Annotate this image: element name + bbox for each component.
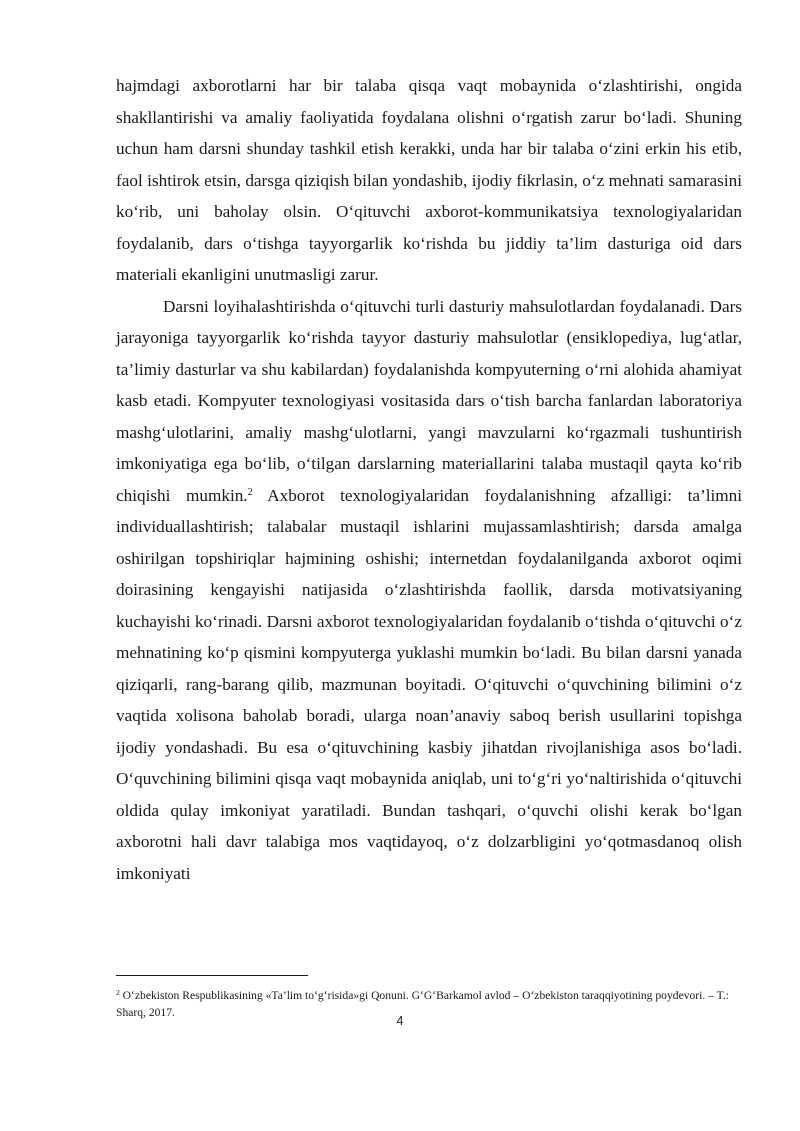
paragraph-2-text-a: Darsni loyihalashtirishda o‘qituvchi turli dasturiy mahsulotlardan foydalanadi. Dars jarayoniga tayyorgarlik ko‘rishda tayyor dasturiy mahsulotlar (ensiklopediya, lug‘atlar, ta’limiy dasturlar va shu kabilardan) foydalanishda kompyuterning o‘rni alohida ahamiyat kasb etadi. Kompyuter texnologiyasi vositasida dars o‘tish barcha fanlardan laboratoriya mashg‘ulotlarini, amaliy mashg‘ulotlarni, yangi mavzularni ko‘rgazmali tushuntirish imkoniyatiga ega bo‘lib, o‘tilgan darslarning materiallarini talaba mustaqil qayta ko‘rib chiqishi mumkin. — [116, 296, 742, 505]
footnote-divider — [116, 975, 308, 976]
paragraph-1: hajmdagi axborotlarni har bir talaba qisqa vaqt mobaynida o‘zlashtirishi, ongida shakllantirishi va amaliy faoliyatida foydalana olishni o‘rgatish zarur bo‘ladi. Shuning uchun ham darsni shunday tashkil etish kerakki, unda har bir talaba o‘zini erkin his etib, faol ishtirok etsin, darsga qiziqish bilan yondashib, ijodiy fikrlasin, o‘z mehnati samarasini ko‘rib, uni baholay olsin. O‘qituvchi axborot-kommunikatsiya texnologiyalaridan foydalanib, dars o‘tishga tayyorgarlik ko‘rishda bu jiddiy ta’lim dasturiga oid dars materiali ekanligini unutmasligi zarur. — [116, 76, 742, 284]
footnote-marker: 2 — [116, 988, 120, 997]
paragraph-2-text-b: Axborot texnologiyalaridan foydalanishning afzalligi: ta’limni individuallashtirish; talabalar mustaqil ishlarini mujassamlashtirish; darsda amalga oshirilgan topshiriqlar hajmining oshishi; internetdan foydalanilganda axborot oqimi doirasining kengayishi natijasida o‘zlashtirishda faollik, darsda motivatsiyaning kuchayishi ko‘rinadi. Darsni axborot texnologiyalaridan foydalanib o‘tishda o‘qituvchi o‘z mehnatining ko‘p qismini kompyuterga yuklashi mumkin bo‘ladi. Bu bilan darsni yanada qiziqarli, rang-barang qilib, mazmunan boyitadi. O‘qituvchi o‘quvchining bilimini o‘z vaqtida xolisona baholab boradi, ularga noan’anaviy saboq berish usullarini topishga ijodiy yondashadi. Bu esa o‘qituvchining kasbiy jihatdan rivojlanishiga asos bo‘ladi. O‘quvchining bilimini qisqa vaqt mobaynida aniqlab, uni to‘g‘ri yo‘naltirishida o‘qituvchi oldida qulay imkoniyat yaratiladi. Bundan tashqari, o‘quvchi olishi kerak bo‘lgan axborotni hali davr talabiga mos vaqtidayoq, o‘z dolzarbligini yo‘qotmasdanoq olish imkoniyati — [116, 485, 742, 883]
page-number: 4 — [396, 1014, 404, 1028]
paragraph-2 — [116, 291, 742, 890]
footnote-text: O‘zbekiston Respublikasining «Ta’lim to‘g‘risida»gi Qonuni. G‘G‘Barkamol avlod – O‘zbekiston taraqqiyotining poydevori. – T.: Sharq, 2017. — [116, 989, 730, 1019]
body-text — [116, 70, 742, 889]
footnote-reference[interactable]: 2 — [247, 486, 253, 498]
